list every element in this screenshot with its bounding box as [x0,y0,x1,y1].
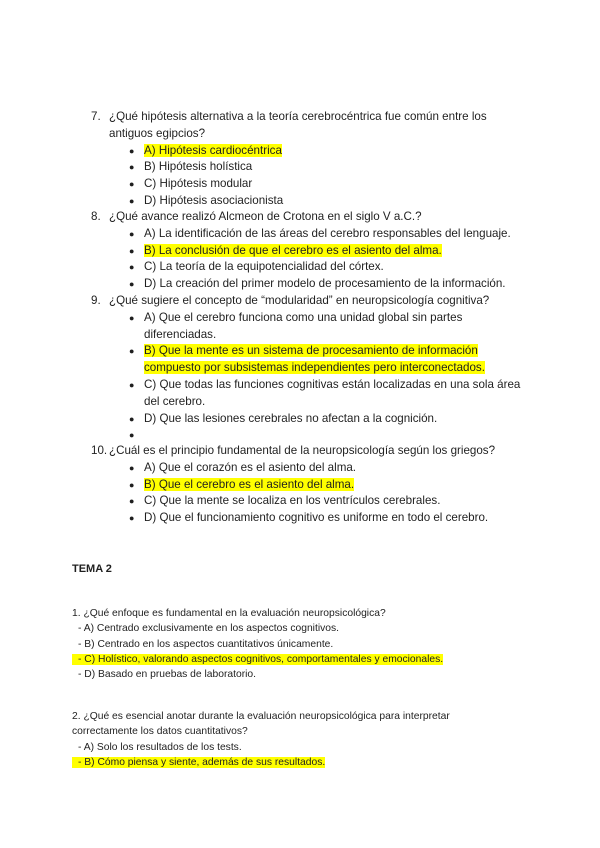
option-list [91,226,531,293]
bullet-icon: ● [129,245,135,256]
option-c: ● C) Hipótesis modular [91,176,531,193]
option-list [91,460,531,527]
option-a: ● A) Que el cerebro funciona como una unidad global sin partes diferenciadas. [129,310,463,341]
tema2-question-2 [72,709,532,770]
option-a: ● A) La identificación de las áreas del cerebro responsables del lenguaje. [91,226,531,243]
bullet-icon: ● [129,346,135,357]
question-7 [91,109,531,210]
option-d: - D) Basado en pruebas de laboratorio. [78,669,257,681]
option-b: - B) Centrado en los aspectos cuantitativos únicamente. [78,638,334,650]
question-text: 1. ¿Qué enfoque es fundamental en la evaluación neuropsicológica? [72,608,386,619]
option-a: - A) Centrado exclusivamente en los aspectos cognitivos. [78,623,339,635]
bullet-icon: ● [129,179,135,190]
option-b: - B) Cómo piensa y siente, además de sus resultados. [72,755,532,770]
option-d: ● D) Hipótesis asociacionista [91,193,531,210]
option-b: ● B) La conclusión de que el cerebro es el asiento del alma. [91,243,531,260]
question-text-continued: correctamente los datos cuantitativos? [72,726,248,738]
option-a: ● A) Hipótesis cardiocéntrica [91,143,531,160]
question-text: ¿Qué avance realizó Alcmeon de Crotona en el siglo V a.C.? [109,210,422,223]
question-number: 7. [91,110,101,123]
option-b: ● B) Hipótesis holística [91,159,531,176]
bullet-icon: ● [129,379,135,390]
option-a: - A) Solo los resultados de los tests. [78,741,242,753]
question-number: 9. [91,294,101,307]
bullet-icon: ● [129,162,135,173]
bullet-icon: ● [129,413,135,424]
option-a: ● A) Que el corazón es el asiento del alma. [91,460,531,477]
question-number: 10. [91,444,108,457]
option-c: - C) Holístico, valorando aspectos cognitivos, comportamentales y emocionales. [72,652,532,667]
question-number: 8. [91,210,101,223]
bullet-icon: ● [129,312,135,323]
question-8 [91,209,531,293]
bullet-icon: ● [129,279,135,290]
option-c: ● C) Que la mente se localiza en los ventrículos cerebrales. [91,493,531,510]
bullet-icon: ● [129,496,135,507]
bullet-icon: ● [129,479,135,490]
option-c: ● C) Que todas las funciones cognitivas están localizadas en una sola área del cerebro. [129,377,521,408]
option-b: ● B) Que el cerebro es el asiento del alma. [91,477,531,494]
bullet-icon: ● [129,430,135,441]
option-d: ● D) La creación del primer modelo de procesamiento de la información. [91,276,531,293]
question-10 [91,443,531,527]
question-text: ¿Qué sugiere el concepto de “modularidad” en neuropsicología cognitiva? [109,294,490,307]
bullet-icon: ● [129,462,135,473]
option-empty [91,427,531,444]
bullet-icon: ● [129,513,135,524]
question-9 [91,293,531,444]
question-text: ¿Cuál es el principio fundamental de la neuropsicología según los griegos? [109,444,496,457]
option-d: ● D) Que las lesiones cerebrales no afectan a la cognición. [91,411,531,428]
question-text: ¿Qué hipótesis alternativa a la teoría cerebrocéntrica fue común entre los antiguos egipcios? [109,110,487,140]
bullet-icon: ● [129,145,135,156]
option-list [91,143,531,210]
option-d: ● D) Que el funcionamiento cognitivo es uniforme en todo el cerebro. [91,510,531,527]
bullet-icon: ● [129,262,135,273]
bullet-icon: ● [129,228,135,239]
bullet-icon: ● [129,195,135,206]
option-list [91,310,531,444]
tema2-question-1 [72,606,532,682]
option-b: ● B) Que la mente es un sistema de procesamiento de información compuesto por subsistemas independientes pero interconectados. [129,344,485,375]
option-c: ● C) La teoría de la equipotencialidad del córtex. [91,259,531,276]
section-title: TEMA 2 [72,563,112,575]
question-text: 2. ¿Qué es esencial anotar durante la evaluación neuropsicológica para interpretar [72,711,450,722]
